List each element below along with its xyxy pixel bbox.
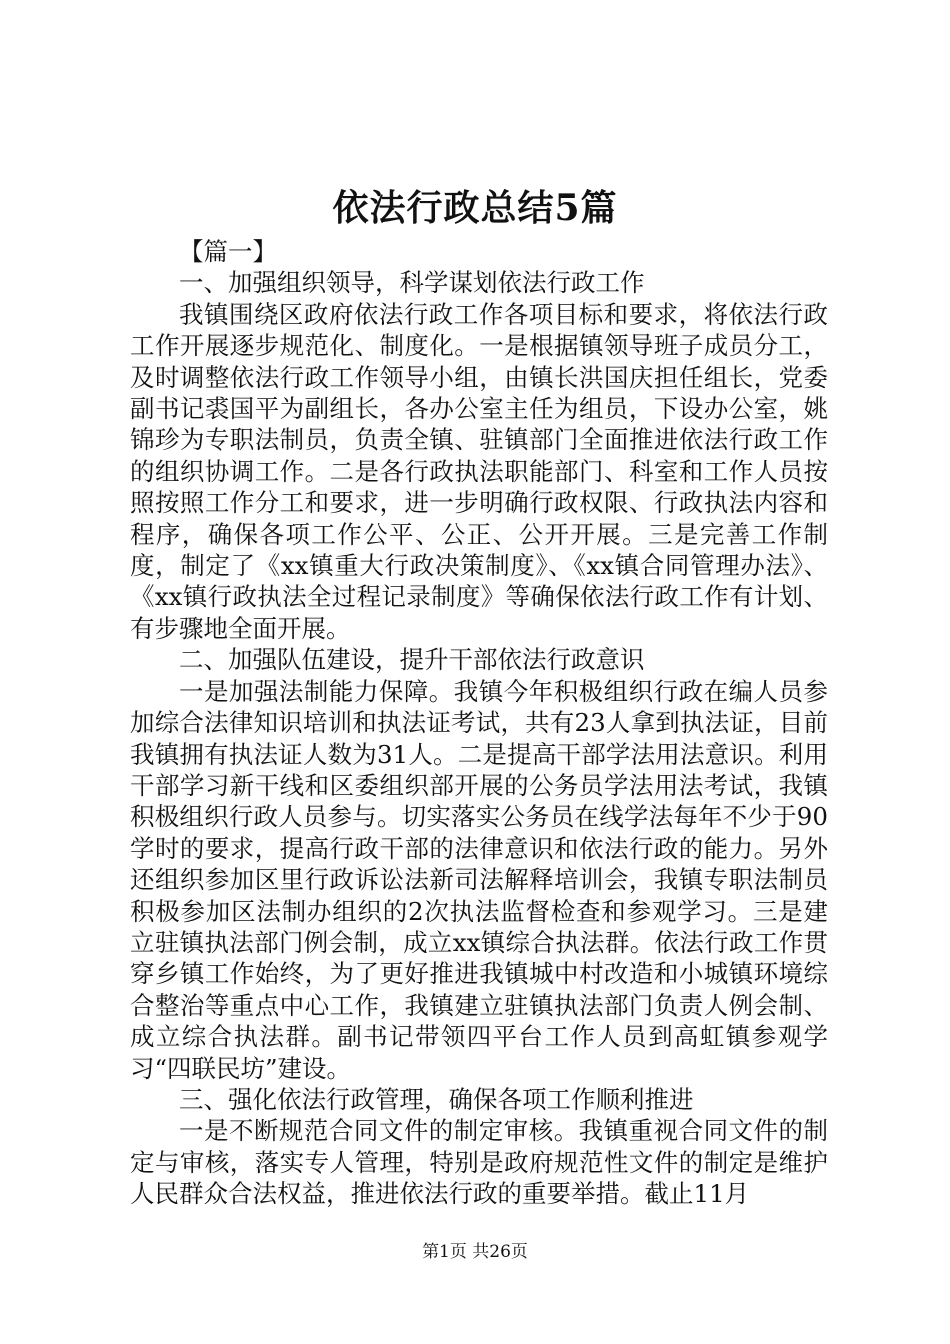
body-paragraph-2: 一是加强法制能力保障。我镇今年积极组织行政在编人员参加综合法律知识培训和执法证考试，共有23人拿到执法证，目前我镇拥有执法证人数为31人。二是提高干部学法用法意识。利用干部学习新干线和区委组织部开展的公务员学法用法考试，我镇积极组织行政人员参与。切实落实公务员在线学法每年不少于90学时的要求，提高行政干部的法律意识和依法行政的能力。另外还组织参加区里行政诉讼法新司法解释培训会，我镇专职法制员积极参加区法制办组织的2次执法监督检查和参观学习。三是建立驻镇执法部门例会制，成立xx镇综合执法群。依法行政工作贯穿乡镇工作始终，为了更好推进我镇城中村改造和小城镇环境综合整治等重点中心工作，我镇建立驻镇执法部门负责人例会制、成立综合执法群。副书记带领四平台工作人员到高虹镇参观学习“四联民坊”建设。 [130,676,828,1083]
section-heading-2: 二、加强队伍建设，提升干部依法行政意识 [179,645,645,675]
document-title: 依法行政总结5篇 [332,187,618,229]
document-body [130,236,828,1210]
section-heading-1: 一、加强组织领导，科学谋划依法行政工作 [179,268,645,298]
section-marker: 【篇一】 [179,237,277,266]
body-paragraph-3: 一是不断规范合同文件的制定审核。我镇重视合同文件的制定与审核，落实专人管理，特别是政府规范性文件的制定是维护人民群众合法权益，推进依法行政的重要举措。截止11月 [130,1116,828,1209]
section-heading-3: 三、强化依法行政管理，确保各项工作顺利推进 [179,1084,694,1114]
page-footer: 第1页 共26页 [422,1242,528,1262]
body-paragraph-1: 我镇围绕区政府依法行政工作各项目标和要求，将依法行政工作开展逐步规范化、制度化。一是根据镇领导班子成员分工，及时调整依法行政工作领导小组，由镇长洪国庆担任组长，党委副书记裘国平为副组长，各办公室主任为组员，下设办公室，姚锦珍为专职法制员，负责全镇、驻镇部门全面推进依法行政工作的组织协调工作。二是各行政执法职能部门、科室和工作人员按照按照工作分工和要求，进一步明确行政权限、行政执法内容和程序，确保各项工作公平、公正、公开开展。三是完善工作制度，制定了《xx镇重大行政决策制度》、《xx镇合同管理办法》、《xx镇行政执法全过程记录制度》等确保依法行政工作有计划、有步骤地全面开展。 [130,299,829,643]
